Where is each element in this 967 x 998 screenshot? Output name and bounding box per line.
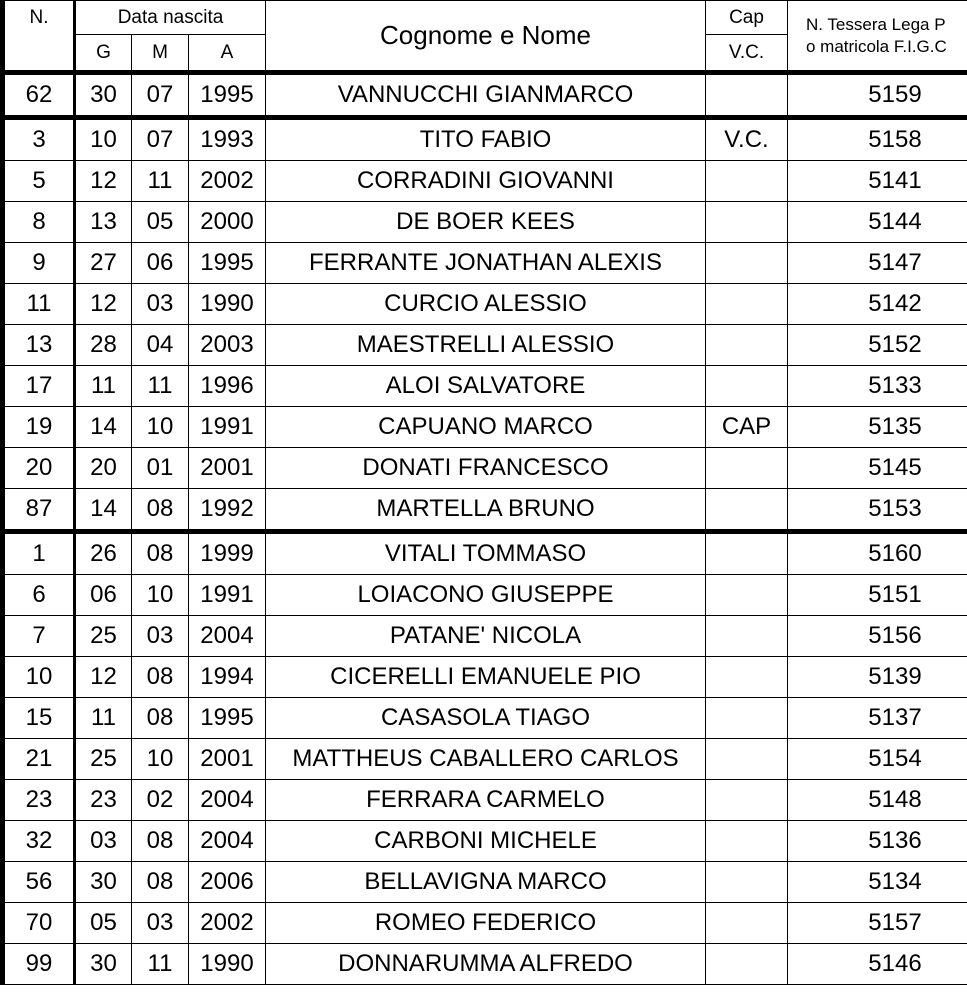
cell-numero: 23 (3, 780, 75, 821)
cell-mese: 07 (132, 118, 189, 161)
cell-numero: 15 (3, 698, 75, 739)
cell-cap (706, 739, 788, 780)
cell-cognome-nome: ALOI SALVATORE (266, 366, 706, 407)
cell-anno: 2002 (189, 903, 266, 944)
cell-cap (706, 944, 788, 985)
cell-mese: 08 (132, 532, 189, 575)
table-row (3, 575, 967, 616)
cell-cognome-nome: BELLAVIGNA MARCO (266, 862, 706, 903)
cell-giorno: 11 (75, 698, 132, 739)
cell-tessera: 5135 (788, 407, 967, 448)
cell-mese: 03 (132, 616, 189, 657)
cell-anno: 2001 (189, 739, 266, 780)
cell-mese: 10 (132, 739, 189, 780)
table-row (3, 407, 967, 448)
cell-tessera: 5141 (788, 161, 967, 202)
cell-mese: 08 (132, 862, 189, 903)
cell-giorno: 23 (75, 780, 132, 821)
cell-cognome-nome: DE BOER KEES (266, 202, 706, 243)
cell-tessera: 5159 (788, 73, 967, 118)
table-row (3, 616, 967, 657)
cell-cap (706, 161, 788, 202)
cell-tessera: 5152 (788, 325, 967, 366)
cell-giorno: 12 (75, 657, 132, 698)
cell-anno: 2000 (189, 202, 266, 243)
cell-cap (706, 73, 788, 118)
cell-anno: 1999 (189, 532, 266, 575)
cell-giorno: 25 (75, 616, 132, 657)
cell-giorno: 27 (75, 243, 132, 284)
cell-cognome-nome: CARBONI MICHELE (266, 821, 706, 862)
cell-tessera: 5156 (788, 616, 967, 657)
cell-tessera: 5133 (788, 366, 967, 407)
cell-cap (706, 284, 788, 325)
cell-numero: 6 (3, 575, 75, 616)
cell-giorno: 03 (75, 821, 132, 862)
cell-cognome-nome: CURCIO ALESSIO (266, 284, 706, 325)
cell-mese: 11 (132, 944, 189, 985)
cell-numero: 13 (3, 325, 75, 366)
cell-cognome-nome: PATANE' NICOLA (266, 616, 706, 657)
cell-cap (706, 243, 788, 284)
cell-numero: 56 (3, 862, 75, 903)
cell-cap (706, 821, 788, 862)
cell-numero: 19 (3, 407, 75, 448)
cell-giorno: 14 (75, 407, 132, 448)
cell-anno: 2004 (189, 780, 266, 821)
cell-mese: 11 (132, 366, 189, 407)
cell-cognome-nome: MATTHEUS CABALLERO CARLOS (266, 739, 706, 780)
cell-numero: 17 (3, 366, 75, 407)
cell-cognome-nome: TITO FABIO (266, 118, 706, 161)
cell-tessera: 5134 (788, 862, 967, 903)
cell-numero: 99 (3, 944, 75, 985)
header-cap: Cap (706, 1, 788, 35)
table-row (3, 739, 967, 780)
cell-mese: 08 (132, 821, 189, 862)
cell-numero: 3 (3, 118, 75, 161)
table-row (3, 821, 967, 862)
cell-giorno: 25 (75, 739, 132, 780)
cell-numero: 32 (3, 821, 75, 862)
cell-cognome-nome: VITALI TOMMASO (266, 532, 706, 575)
table-row (3, 73, 967, 118)
cell-tessera: 5158 (788, 118, 967, 161)
cell-cognome-nome: DONNARUMMA ALFREDO (266, 944, 706, 985)
cell-tessera: 5157 (788, 903, 967, 944)
header-cognome-nome: Cognome e Nome (266, 1, 706, 73)
cell-cap (706, 903, 788, 944)
cell-mese: 11 (132, 161, 189, 202)
cell-cognome-nome: CICERELLI EMANUELE PIO (266, 657, 706, 698)
table-row (3, 325, 967, 366)
cell-mese: 03 (132, 284, 189, 325)
cell-mese: 08 (132, 698, 189, 739)
cell-anno: 2003 (189, 325, 266, 366)
cell-numero: 87 (3, 489, 75, 532)
cell-anno: 2004 (189, 821, 266, 862)
cell-giorno: 13 (75, 202, 132, 243)
cell-anno: 1992 (189, 489, 266, 532)
cell-tessera: 5146 (788, 944, 967, 985)
cell-tessera: 5153 (788, 489, 967, 532)
cell-numero: 8 (3, 202, 75, 243)
cell-tessera: 5139 (788, 657, 967, 698)
cell-cognome-nome: MARTELLA BRUNO (266, 489, 706, 532)
cell-numero: 62 (3, 73, 75, 118)
table-row (3, 161, 967, 202)
cell-cap (706, 698, 788, 739)
cell-cap (706, 862, 788, 903)
table-row (3, 202, 967, 243)
header-data-nascita: Data nascita (75, 1, 266, 35)
cell-giorno: 12 (75, 284, 132, 325)
cell-giorno: 12 (75, 161, 132, 202)
cell-cap (706, 657, 788, 698)
cell-numero: 1 (3, 532, 75, 575)
cell-cognome-nome: ROMEO FEDERICO (266, 903, 706, 944)
table-row (3, 448, 967, 489)
cell-tessera: 5136 (788, 821, 967, 862)
cell-giorno: 06 (75, 575, 132, 616)
header-mese: M (132, 35, 189, 73)
cell-cognome-nome: VANNUCCHI GIANMARCO (266, 73, 706, 118)
table-row (3, 862, 967, 903)
table-body (3, 73, 967, 985)
cell-anno: 1995 (189, 243, 266, 284)
header-vc: V.C. (706, 35, 788, 73)
cell-giorno: 10 (75, 118, 132, 161)
cell-anno: 1990 (189, 944, 266, 985)
cell-numero: 5 (3, 161, 75, 202)
table-row (3, 118, 967, 161)
cell-cognome-nome: MAESTRELLI ALESSIO (266, 325, 706, 366)
table-row (3, 657, 967, 698)
cell-anno: 2002 (189, 161, 266, 202)
cell-cap: V.C. (706, 118, 788, 161)
cell-tessera: 5142 (788, 284, 967, 325)
table-row (3, 903, 967, 944)
cell-cap (706, 575, 788, 616)
cell-tessera: 5137 (788, 698, 967, 739)
cell-mese: 07 (132, 73, 189, 118)
cell-mese: 02 (132, 780, 189, 821)
cell-numero: 70 (3, 903, 75, 944)
cell-cap (706, 616, 788, 657)
cell-tessera: 5160 (788, 532, 967, 575)
cell-numero: 21 (3, 739, 75, 780)
cell-cap (706, 325, 788, 366)
table-header (3, 1, 967, 73)
cell-cap (706, 532, 788, 575)
table-row (3, 944, 967, 985)
header-giorno: G (75, 35, 132, 73)
header-numero: N. (3, 1, 75, 73)
cell-mese: 05 (132, 202, 189, 243)
cell-cognome-nome: FERRANTE JONATHAN ALEXIS (266, 243, 706, 284)
cell-anno: 1993 (189, 118, 266, 161)
cell-anno: 2001 (189, 448, 266, 489)
cell-mese: 08 (132, 489, 189, 532)
table-row (3, 489, 967, 532)
cell-mese: 03 (132, 903, 189, 944)
cell-mese: 10 (132, 575, 189, 616)
header-tessera (788, 1, 967, 73)
cell-numero: 20 (3, 448, 75, 489)
cell-anno: 2004 (189, 616, 266, 657)
cell-mese: 08 (132, 657, 189, 698)
cell-cognome-nome: DONATI FRANCESCO (266, 448, 706, 489)
cell-numero: 9 (3, 243, 75, 284)
cell-giorno: 05 (75, 903, 132, 944)
cell-cognome-nome: FERRARA CARMELO (266, 780, 706, 821)
header-tessera-line2: o matricola F.I.G.C (806, 36, 947, 56)
cell-giorno: 11 (75, 366, 132, 407)
cell-tessera: 5154 (788, 739, 967, 780)
cell-giorno: 30 (75, 862, 132, 903)
cell-giorno: 30 (75, 944, 132, 985)
cell-anno: 1996 (189, 366, 266, 407)
cell-anno: 1994 (189, 657, 266, 698)
cell-giorno: 28 (75, 325, 132, 366)
cell-cap (706, 448, 788, 489)
cell-mese: 04 (132, 325, 189, 366)
cell-mese: 01 (132, 448, 189, 489)
cell-cap (706, 489, 788, 532)
cell-cognome-nome: CASASOLA TIAGO (266, 698, 706, 739)
cell-anno: 1991 (189, 407, 266, 448)
cell-mese: 06 (132, 243, 189, 284)
cell-cognome-nome: CORRADINI GIOVANNI (266, 161, 706, 202)
table-row (3, 780, 967, 821)
cell-cap (706, 780, 788, 821)
cell-cap (706, 202, 788, 243)
cell-tessera: 5145 (788, 448, 967, 489)
cell-anno: 2006 (189, 862, 266, 903)
cell-anno: 1995 (189, 698, 266, 739)
cell-giorno: 14 (75, 489, 132, 532)
cell-tessera: 5151 (788, 575, 967, 616)
cell-cap (706, 366, 788, 407)
cell-cognome-nome: LOIACONO GIUSEPPE (266, 575, 706, 616)
cell-anno: 1995 (189, 73, 266, 118)
cell-tessera: 5147 (788, 243, 967, 284)
cell-giorno: 26 (75, 532, 132, 575)
cell-cognome-nome: CAPUANO MARCO (266, 407, 706, 448)
cell-giorno: 30 (75, 73, 132, 118)
cell-anno: 1990 (189, 284, 266, 325)
cell-tessera: 5148 (788, 780, 967, 821)
cell-numero: 7 (3, 616, 75, 657)
header-tessera-line1: N. Tessera Lega P (806, 14, 946, 34)
cell-tessera: 5144 (788, 202, 967, 243)
table-row (3, 366, 967, 407)
table-row (3, 284, 967, 325)
cell-giorno: 20 (75, 448, 132, 489)
cell-anno: 1991 (189, 575, 266, 616)
table-row (3, 698, 967, 739)
table-row (3, 532, 967, 575)
cell-mese: 10 (132, 407, 189, 448)
cell-cap: CAP (706, 407, 788, 448)
header-anno: A (189, 35, 266, 73)
cell-numero: 10 (3, 657, 75, 698)
cell-numero: 11 (3, 284, 75, 325)
table-row (3, 243, 967, 284)
